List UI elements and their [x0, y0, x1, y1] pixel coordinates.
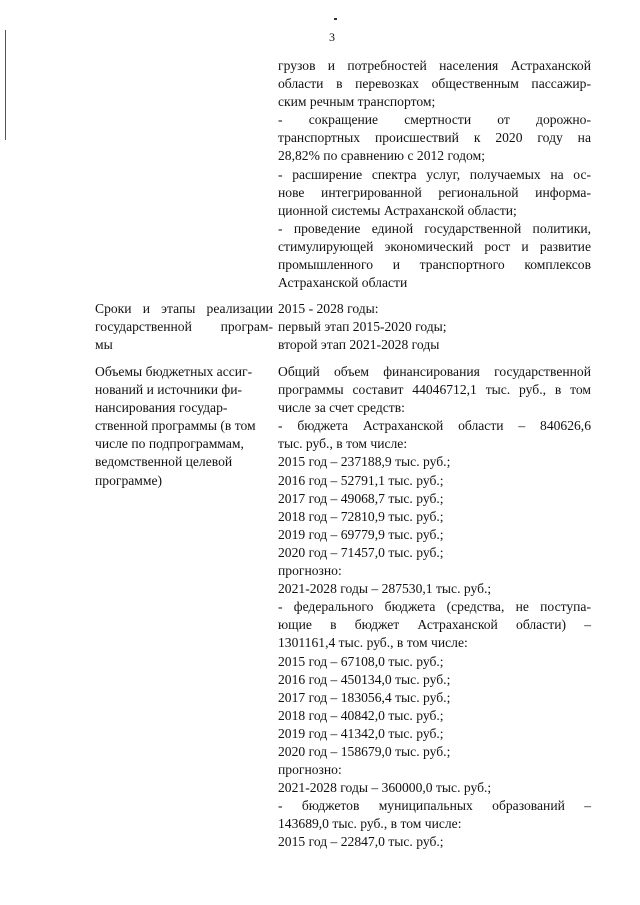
label-line: числе по подпрограммам, [95, 436, 244, 452]
scan-mark [334, 18, 337, 20]
scan-edge-line [5, 30, 6, 140]
value-line: 2020 год – 158679,0 тыс. руб.; [278, 743, 451, 759]
label-line: Объемы бюджетных ассиг- [95, 364, 253, 379]
value-line: 2019 год – 41342,0 тыс. руб.; [278, 725, 444, 741]
label-line: нансирования государ- [95, 400, 228, 416]
value-line: - бюджетов муниципальных образований – [278, 798, 591, 814]
text-line: - проведение единой государственной политики, [278, 220, 591, 236]
value-line: 1301161,4 тыс. руб., в том числе: [278, 635, 468, 651]
stages-label [95, 300, 273, 354]
value-line: 2015 год – 22847,0 тыс. руб.; [278, 834, 444, 850]
budget-label [95, 363, 273, 490]
value-line: 2021-2028 годы – 287530,1 тыс. руб.; [278, 581, 492, 597]
value-line: ющие в бюджет Астраханской области) – [278, 617, 591, 633]
text-line: ским речным транспортом; [278, 94, 436, 110]
value-line: - федерального бюджета (средства, не поступа- [278, 599, 591, 615]
text-line: промышленного и транспортного комплексов [278, 257, 591, 273]
value-line: 2016 год – 450134,0 тыс. руб.; [278, 671, 451, 687]
value-line: 2015 год – 237188,9 тыс. руб.; [278, 454, 451, 470]
stages-value [278, 300, 591, 354]
value-line: 2019 год – 69779,9 тыс. руб.; [278, 526, 444, 542]
value-line: тыс. руб., в том числе: [278, 436, 408, 452]
label-line: ственной программы (в том [95, 418, 256, 434]
value-line: прогнозно: [278, 762, 342, 778]
value-line: - бюджета Астраханской области – 840626,6 [278, 418, 591, 434]
label-line: Сроки и этапы реализации [95, 301, 273, 316]
text-line: - сокращение смертности от дорожно- [278, 112, 591, 128]
label-line: государственной програм- [95, 319, 273, 335]
value-line: 2017 год – 49068,7 тыс. руб.; [278, 490, 444, 506]
text-line: - расширение спектра услуг, получаемых на ос- [278, 166, 591, 182]
value-line: 2015 год – 67108,0 тыс. руб.; [278, 653, 444, 669]
label-line: нований и источники фи- [95, 382, 243, 398]
value-line: 2015 - 2028 годы: [278, 301, 379, 316]
budget-value [278, 363, 591, 852]
text-line: грузов и потребностей населения Астраханской [278, 58, 591, 73]
value-line: 2020 год – 71457,0 тыс. руб.; [278, 544, 444, 560]
text-line: стимулирующей экономический рост и развитие [278, 238, 591, 254]
text-line: Астраханской области [278, 275, 408, 291]
text-line: транспортных происшествий к 2020 году на [278, 130, 591, 146]
label-line: мы [95, 337, 113, 353]
value-line: первый этап 2015-2020 годы; [278, 319, 447, 335]
value-line: второй этап 2021-2028 годы [278, 337, 440, 353]
value-line: 2021-2028 годы – 360000,0 тыс. руб.; [278, 780, 492, 796]
text-line: 28,82% по сравнению с 2012 годом; [278, 148, 485, 164]
value-line: прогнозно: [278, 563, 342, 579]
text-line: нове интегрированной региональной информа- [278, 184, 591, 200]
label-line: программе) [95, 472, 163, 488]
value-line: 2018 год – 72810,9 тыс. руб.; [278, 508, 444, 524]
value-line: Общий объем финансирования государственной [278, 364, 591, 379]
text-line: ционной системы Астраханской области; [278, 202, 517, 218]
value-line: числе за счет средств: [278, 400, 405, 416]
value-line: программы составит 44046712,1 тыс. руб., в том [278, 382, 591, 398]
label-line: ведомственной целевой [95, 454, 233, 470]
value-line: 2016 год – 52791,1 тыс. руб.; [278, 472, 444, 488]
page-number: 3 [329, 30, 335, 44]
value-line: 2017 год – 183056,4 тыс. руб.; [278, 689, 451, 705]
value-line: 143689,0 тыс. руб., в том числе: [278, 816, 462, 832]
text-line: области в перевозках общественным пассажир- [278, 76, 591, 92]
value-line: 2018 год – 40842,0 тыс. руб.; [278, 707, 444, 723]
continuation-block [278, 57, 591, 292]
